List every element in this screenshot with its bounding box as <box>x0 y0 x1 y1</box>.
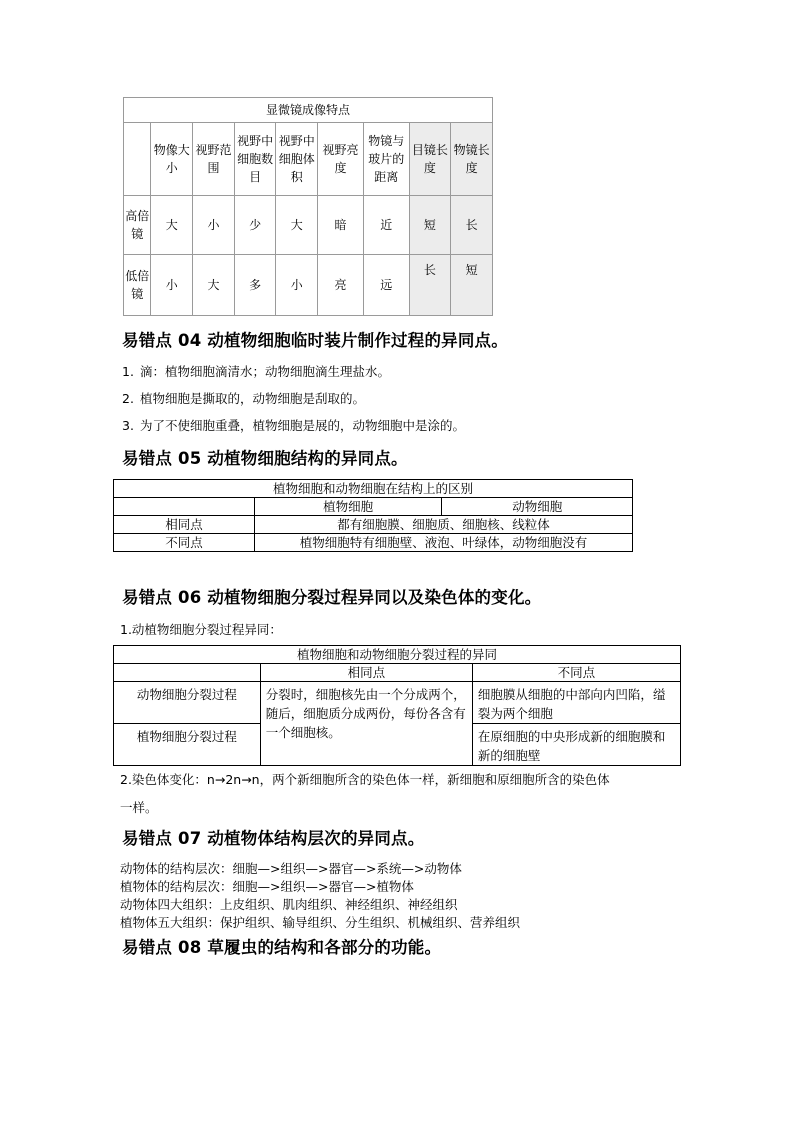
row-label: 相同点 <box>114 516 255 534</box>
structure-line: 动物体的结构层次：细胞—>组织—>器官—>系统—>动物体 <box>120 861 462 876</box>
section-05-title: 易错点 05 动植物细胞结构的异同点。 <box>122 449 408 468</box>
list-item-text: 植物细胞是撕取的，动物细胞是刮取的。 <box>139 391 365 406</box>
table-row <box>114 682 681 724</box>
table-cell: 长 <box>451 196 493 255</box>
section-04-title: 易错点 04 动植物细胞临时装片制作过程的异同点。 <box>122 331 508 350</box>
cell-division-table <box>113 645 681 766</box>
list-item-number: 1. <box>122 364 134 379</box>
table-cell: 短 <box>409 196 451 255</box>
table-cell: 远 <box>363 255 409 316</box>
table-caption: 显微镜成像特点 <box>124 98 493 123</box>
table-cell-diff: 在原细胞的中央形成新的细胞膜和新的细胞壁 <box>472 724 680 766</box>
list-item-text: 为了不使细胞重叠，植物细胞是展的，动物细胞中是涂的。 <box>139 418 465 433</box>
table-corner-cell <box>114 498 255 516</box>
list-item <box>122 362 390 380</box>
structure-line: 植物体五大组织：保护组织、输导组织、分生组织、机械组织、营养组织 <box>120 915 521 930</box>
table-cell: 长 <box>409 255 451 316</box>
column-header: 物镜与玻片的距离 <box>363 123 409 196</box>
table-cell: 都有细胞膜、细胞质、细胞核、线粒体 <box>254 516 632 534</box>
column-header: 视野范围 <box>193 123 235 196</box>
column-header: 目镜长度 <box>409 123 451 196</box>
section-06-intro: 1.动植物细胞分裂过程异同： <box>120 622 282 637</box>
microscope-imaging-table <box>123 97 493 316</box>
table-cell: 短 <box>451 255 493 316</box>
column-header: 相同点 <box>260 664 472 682</box>
table-row <box>114 516 633 534</box>
list-item-text: 滴：植物细胞滴清水；动物细胞滴生理盐水。 <box>139 364 390 379</box>
list-item-number: 2. <box>122 391 134 406</box>
row-label: 植物细胞分裂过程 <box>114 724 261 766</box>
table-cell: 近 <box>363 196 409 255</box>
column-header: 视野亮度 <box>318 123 364 196</box>
list-item <box>122 389 365 407</box>
table-corner-cell <box>114 664 261 682</box>
column-header: 物镜长度 <box>451 123 493 196</box>
table-cell: 大 <box>193 255 235 316</box>
table-cell: 小 <box>151 255 193 316</box>
row-label: 动物细胞分裂过程 <box>114 682 261 724</box>
list-item <box>122 416 465 434</box>
table-caption: 植物细胞和动物细胞分裂过程的异同 <box>114 646 681 664</box>
list-item-number: 3. <box>122 418 134 433</box>
table-cell: 多 <box>234 255 276 316</box>
row-label: 高倍镜 <box>124 196 151 255</box>
table-cell-diff: 细胞膜从细胞的中部向内凹陷，缢裂为两个细胞 <box>472 682 680 724</box>
column-header: 物像大小 <box>151 123 193 196</box>
section-07-title: 易错点 07 动植物体结构层次的异同点。 <box>122 829 425 848</box>
section-08-title: 易错点 08 草履虫的结构和各部分的功能。 <box>122 938 442 957</box>
structure-line: 植物体的结构层次：细胞—>组织—>器官—>植物体 <box>120 879 414 894</box>
table-cell: 大 <box>151 196 193 255</box>
table-cell: 小 <box>276 255 318 316</box>
column-header: 植物细胞 <box>254 498 442 516</box>
table-cell: 大 <box>276 196 318 255</box>
row-label: 低倍镜 <box>124 255 151 316</box>
section-06-title: 易错点 06 动植物细胞分裂过程异同以及染色体的变化。 <box>122 588 542 607</box>
table-row <box>124 196 493 255</box>
table-cell: 小 <box>193 196 235 255</box>
table-cell: 亮 <box>318 255 364 316</box>
chromosome-note-line1: 2.染色体变化：n→2n→n，两个新细胞所含的染色体一样，新细胞和原细胞所含的染色体 <box>120 772 610 787</box>
table-row <box>124 255 493 316</box>
column-header: 动物细胞 <box>442 498 633 516</box>
row-label: 不同点 <box>114 534 255 552</box>
table-row <box>114 534 633 552</box>
column-header: 视野中细胞数目 <box>234 123 276 196</box>
table-corner-cell <box>124 123 151 196</box>
chromosome-note-line2: 一样。 <box>120 800 158 815</box>
table-cell-same: 分裂时，细胞核先由一个分成两个，随后，细胞质分成两份，每份各含有一个细胞核。 <box>260 682 472 766</box>
cell-structure-table <box>113 479 633 552</box>
table-caption: 植物细胞和动物细胞在结构上的区别 <box>114 480 633 498</box>
column-header: 不同点 <box>472 664 680 682</box>
table-cell: 植物细胞特有细胞壁、液泡、叶绿体，动物细胞没有 <box>254 534 632 552</box>
table-cell: 少 <box>234 196 276 255</box>
table-cell: 暗 <box>318 196 364 255</box>
structure-line: 动物体四大组织：上皮组织、肌肉组织、神经组织、神经组织 <box>120 897 458 912</box>
column-header: 视野中细胞体积 <box>276 123 318 196</box>
